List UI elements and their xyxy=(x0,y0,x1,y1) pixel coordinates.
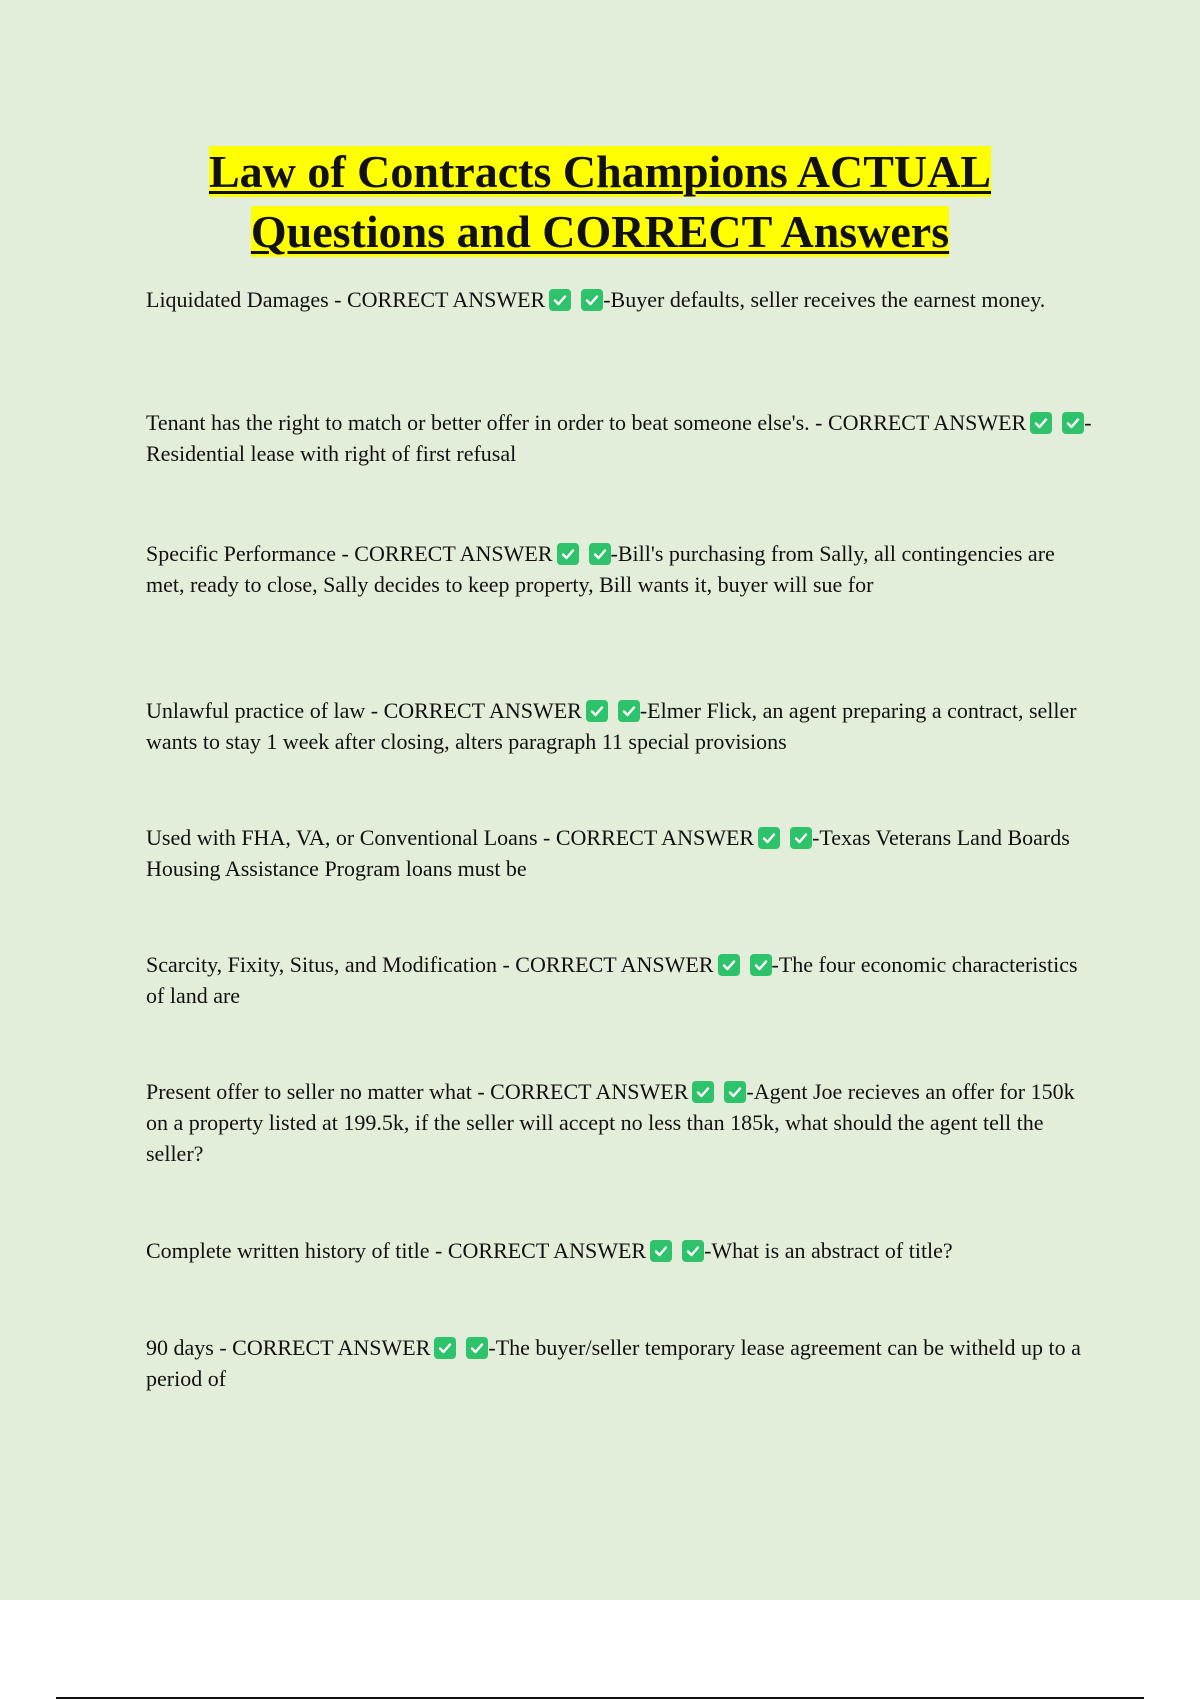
check-icon xyxy=(758,827,780,849)
qa-item xyxy=(146,695,1096,757)
check-icon xyxy=(586,700,608,722)
qa-item xyxy=(146,538,1096,600)
qa-term: Present offer to seller no matter what - CORRECT ANSWER xyxy=(146,1079,689,1104)
qa-definition: -What is an abstract of title? xyxy=(704,1238,953,1263)
footer-divider xyxy=(56,1697,1144,1699)
check-icon xyxy=(549,289,571,311)
check-icon xyxy=(790,827,812,849)
check-icon xyxy=(581,289,603,311)
qa-item xyxy=(146,1332,1096,1394)
qa-term: 90 days - CORRECT ANSWER xyxy=(146,1335,431,1360)
qa-item xyxy=(146,1076,1096,1169)
qa-definition: -Texas Veterans Land Boards Housing Assistance Program loans must be xyxy=(146,825,1070,881)
check-icon xyxy=(692,1081,714,1103)
check-icon xyxy=(1062,412,1084,434)
qa-term: Scarcity, Fixity, Situs, and Modification - CORRECT ANSWER xyxy=(146,952,714,977)
qa-definition: -Buyer defaults, seller receives the earnest money. xyxy=(603,287,1046,312)
check-icon xyxy=(682,1240,704,1262)
check-icon xyxy=(718,954,740,976)
qa-definition: -Residential lease with right of first refusal xyxy=(146,410,1092,466)
qa-definition: -The buyer/seller temporary lease agreement can be witheld up to a period of xyxy=(146,1335,1081,1391)
check-icon xyxy=(557,543,579,565)
qa-term: Unlawful practice of law - CORRECT ANSWER xyxy=(146,698,582,723)
qa-item xyxy=(146,1235,1096,1266)
qa-definition: -The four economic characteristics of land are xyxy=(146,952,1078,1008)
check-icon xyxy=(618,700,640,722)
check-icon xyxy=(466,1337,488,1359)
qa-item xyxy=(146,822,1096,884)
qa-term: Liquidated Damages - CORRECT ANSWER xyxy=(146,287,546,312)
check-icon xyxy=(589,543,611,565)
title-line-1: Law of Contracts Champions ACTUAL xyxy=(208,146,992,197)
qa-item xyxy=(146,284,1096,315)
check-icon xyxy=(650,1240,672,1262)
qa-term: Specific Performance - CORRECT ANSWER xyxy=(146,541,553,566)
qa-term: Complete written history of title - CORRECT ANSWER xyxy=(146,1238,647,1263)
qa-item xyxy=(146,949,1096,1011)
qa-definition: -Elmer Flick, an agent preparing a contract, seller wants to stay 1 week after closing, alters paragraph 11 special provisions xyxy=(146,698,1077,754)
qa-definition: -Bill's purchasing from Sally, all contingencies are met, ready to close, Sally decides to keep property, Bill wants it, buyer will sue for xyxy=(146,541,1055,597)
qa-item xyxy=(146,407,1096,469)
check-icon xyxy=(1030,412,1052,434)
check-icon xyxy=(750,954,772,976)
qa-term: Used with FHA, VA, or Conventional Loans - CORRECT ANSWER xyxy=(146,825,755,850)
check-icon xyxy=(724,1081,746,1103)
title-line-2: Questions and CORRECT Answers xyxy=(250,206,950,257)
document-title xyxy=(0,142,1200,262)
check-icon xyxy=(434,1337,456,1359)
qa-definition: -Agent Joe recieves an offer for 150k on a property listed at 199.5k, if the seller will accept no less than 185k, what should the agent tell the seller? xyxy=(146,1079,1075,1166)
qa-term: Tenant has the right to match or better offer in order to beat someone else's. - CORRECT ANSWER xyxy=(146,410,1027,435)
